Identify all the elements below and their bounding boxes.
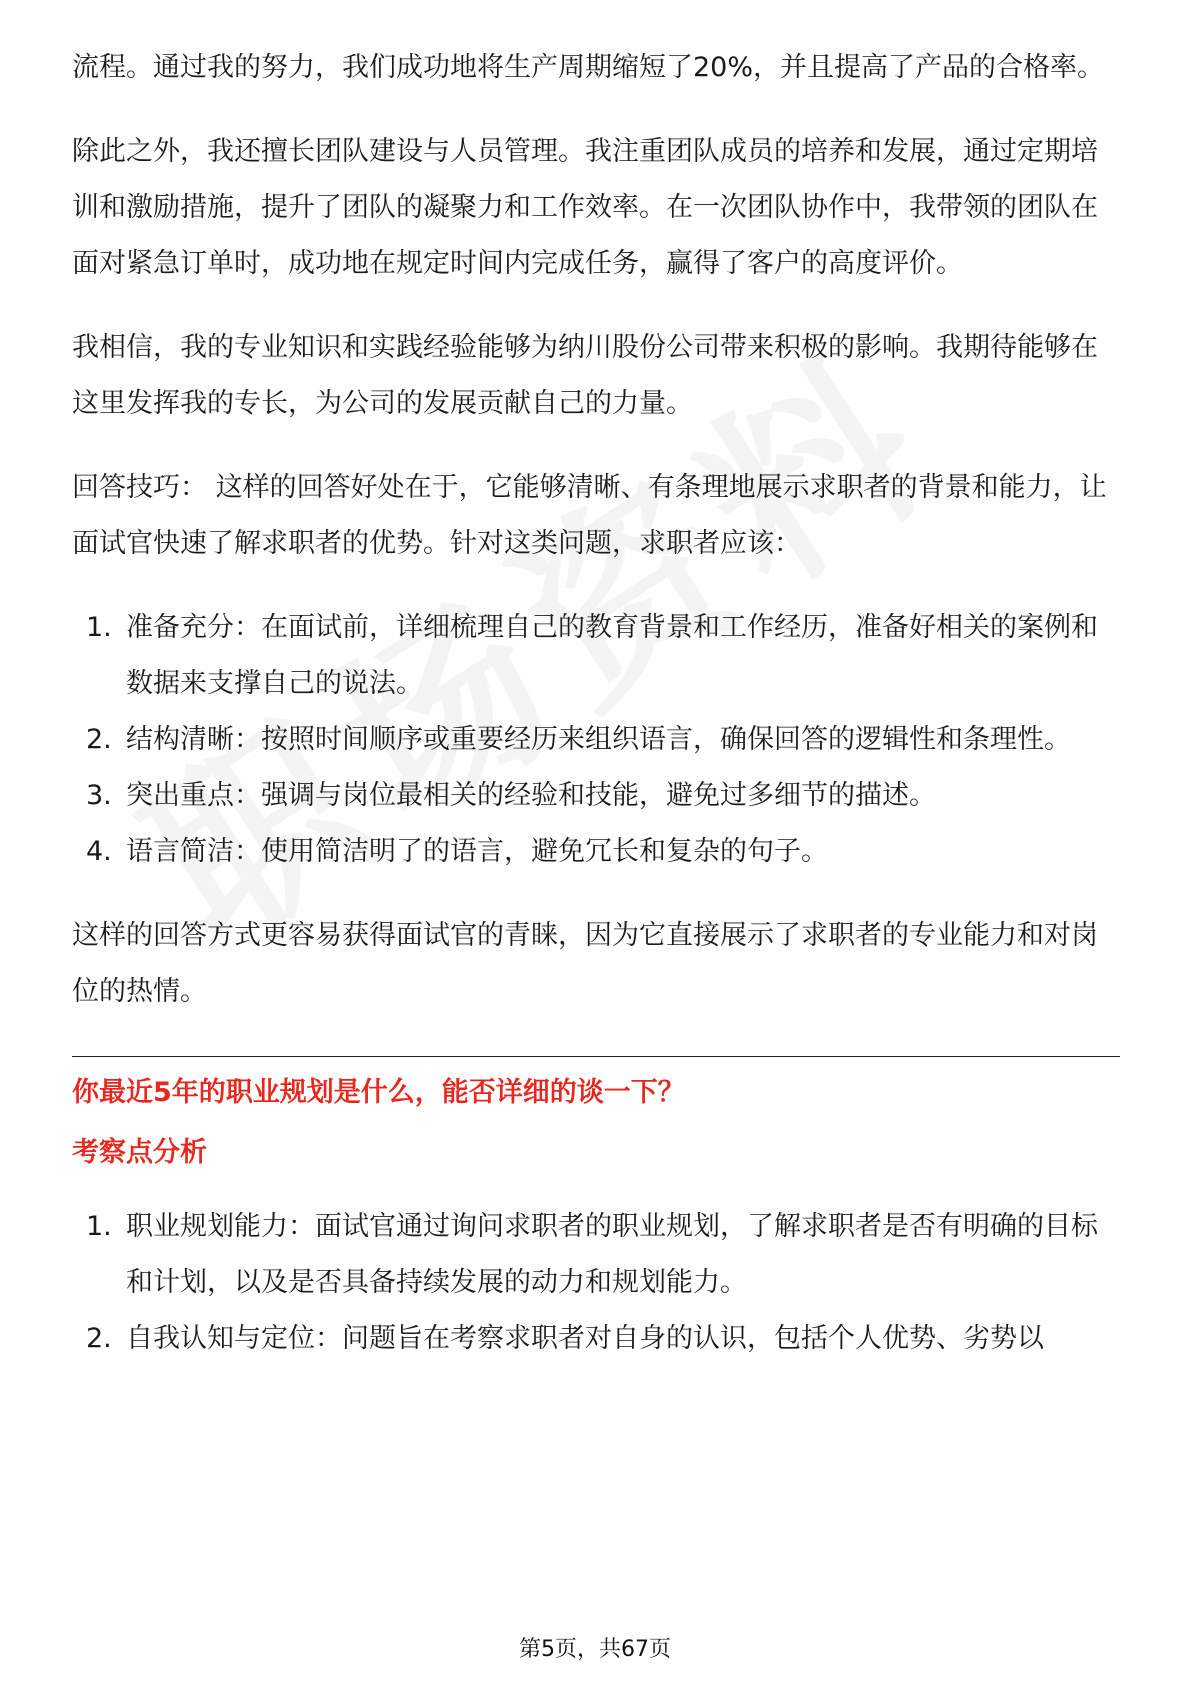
analysis-list (72, 1199, 1120, 1367)
paragraph-belief: 我相信，我的专业知识和实践经验能够为纳川股份公司带来积极的影响。我期待能够在这里发挥我的专长，为公司的发展贡献自己的力量。 (72, 332, 1098, 419)
list-item-text: 结构清晰：按照时间顺序或重要经历来组织语言，确保回答的逻辑性和条理性。 (126, 724, 1071, 755)
list-number: 3. (86, 780, 112, 811)
list-number: 2. (86, 724, 112, 755)
list-item (72, 1199, 1120, 1311)
list-number: 2. (86, 1323, 112, 1354)
paragraph-closing: 这样的回答方式更容易获得面试官的青睐，因为它直接展示了求职者的专业能力和对岗位的热情。 (72, 920, 1098, 1007)
page-footer: 第5页，共67页 (519, 1637, 671, 1662)
list-item-text: 职业规划能力：面试官通过询问求职者的职业规划，了解求职者是否有明确的目标和计划，以及是否具备持续发展的动力和规划能力。 (126, 1211, 1098, 1298)
question-title: 你最近5年的职业规划是什么，能否详细的谈一下？ (72, 1077, 685, 1108)
list-item-text: 准备充分：在面试前，详细梳理自己的教育背景和工作经历，准备好相关的案例和数据来支撑自己的说法。 (126, 612, 1098, 699)
paragraph-team-building: 除此之外，我还擅长团队建设与人员管理。我注重团队成员的培养和发展，通过定期培训和激励措施，提升了团队的凝聚力和工作效率。在一次团队协作中，我带领的团队在面对紧急订单时，成功地在规定时间内完成任务，赢得了客户的高度评价。 (72, 136, 1098, 279)
list-item (72, 600, 1120, 712)
list-item (72, 824, 1120, 880)
list-item-text: 自我认知与定位：问题旨在考察求职者对自身的认识，包括个人优势、劣势以 (126, 1323, 1044, 1354)
tips-list (72, 600, 1120, 880)
page-content (72, 40, 1120, 1367)
section-divider (72, 1056, 1120, 1057)
list-number: 1. (86, 612, 112, 643)
analysis-title: 考察点分析 (72, 1137, 207, 1168)
list-item-text: 突出重点：强调与岗位最相关的经验和技能，避免过多细节的描述。 (126, 780, 936, 811)
list-item (72, 1311, 1120, 1367)
list-item (72, 768, 1120, 824)
paragraph-process: 流程。通过我的努力，我们成功地将生产周期缩短了20%，并且提高了产品的合格率。 (72, 52, 1105, 83)
paragraph-answer-tips: 回答技巧： 这样的回答好处在于，它能够清晰、有条理地展示求职者的背景和能力，让面试官快速了解求职者的优势。针对这类问题，求职者应该： (72, 472, 1107, 559)
list-number: 1. (86, 1211, 112, 1242)
list-item (72, 712, 1120, 768)
list-number: 4. (86, 836, 112, 867)
list-item-text: 语言简洁：使用简洁明了的语言，避免冗长和复杂的句子。 (126, 836, 828, 867)
